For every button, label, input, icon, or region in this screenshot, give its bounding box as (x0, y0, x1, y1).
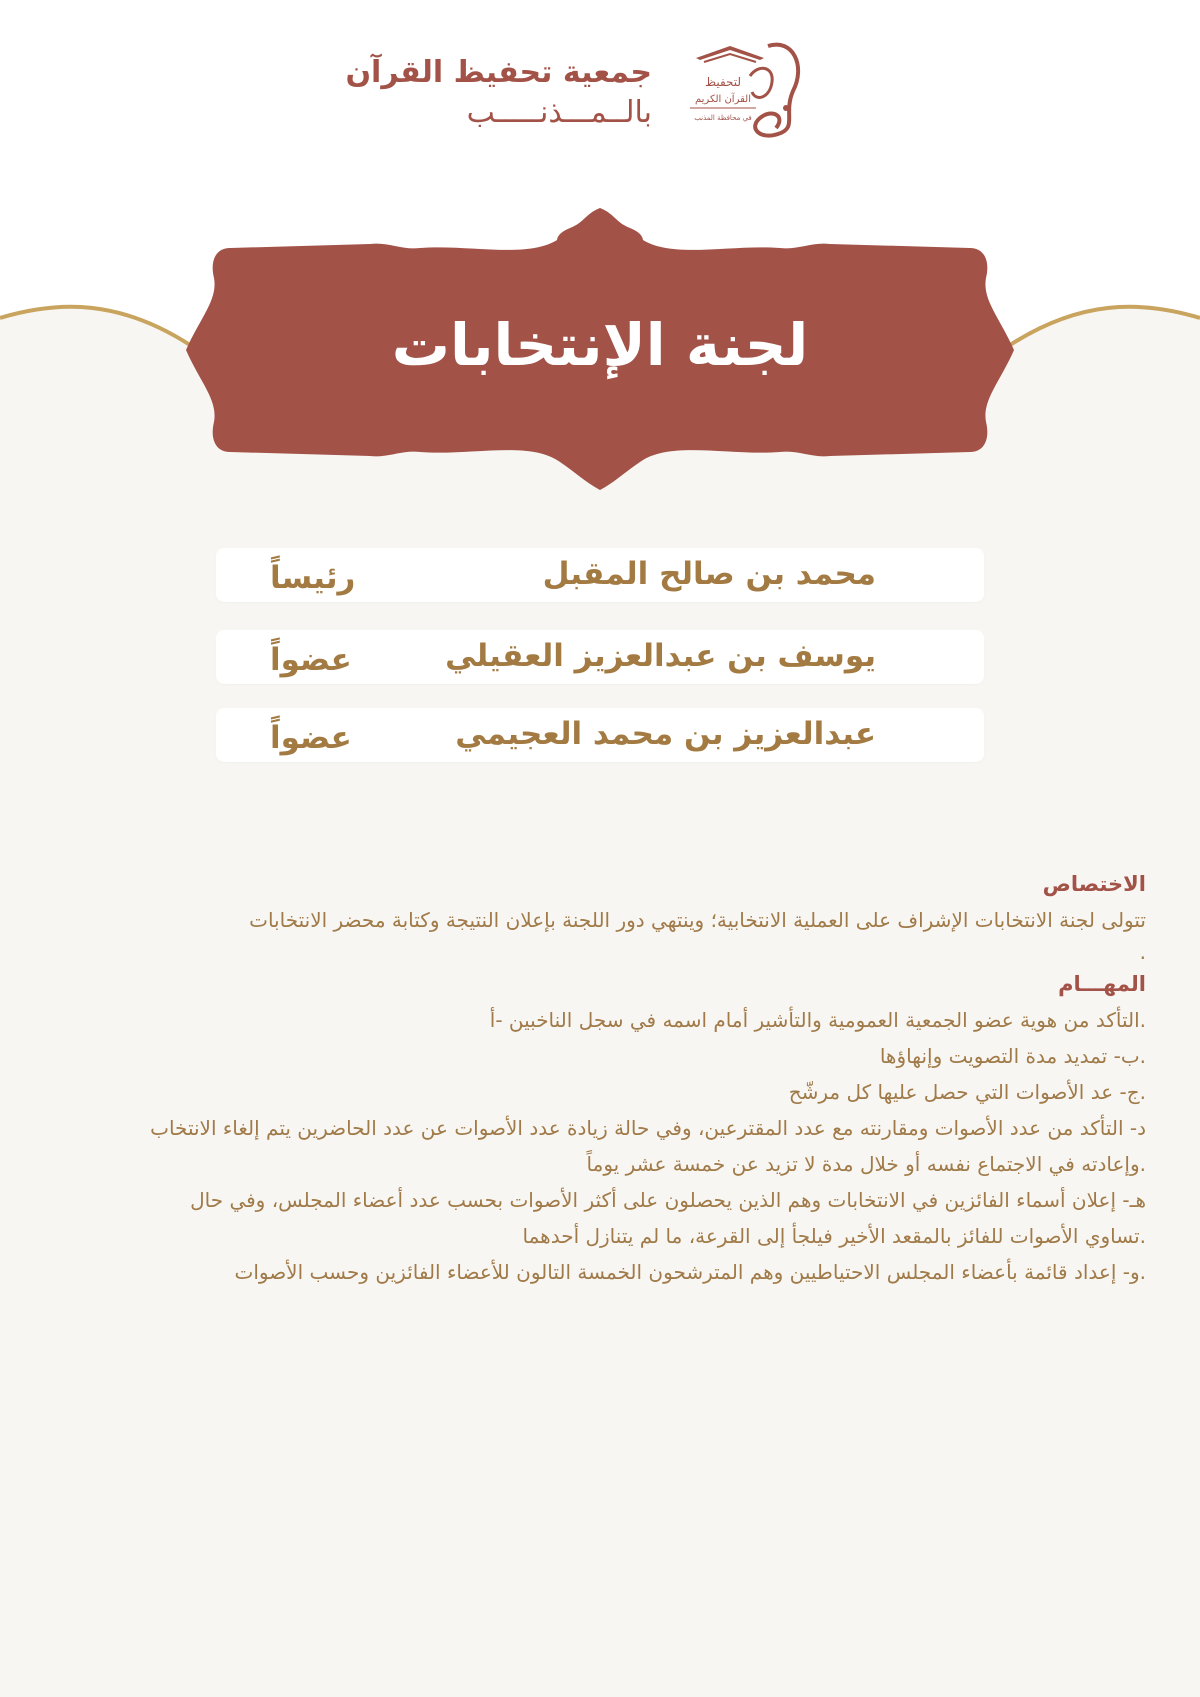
page-title: لجنة الإنتخابات (391, 311, 809, 379)
task-line: .التأكد من هوية عضو الجمعية العمومية والتأشير أمام اسمه في سجل الناخبين -أ (489, 1008, 1146, 1032)
committee-members-list (216, 548, 984, 790)
task-line: .ج- عد الأصوات التي حصل عليها كل مرشّح (788, 1080, 1146, 1104)
logo-line-2: القرآن الكريم (694, 94, 752, 105)
member-row (216, 630, 984, 684)
committee-description (50, 866, 1146, 1290)
task-line: هـ- إعلان أسماء الفائزين في الانتخابات وهم الذين يحصلون على أكثر الأصوات بحسب عدد أعضاء المجلس، وفي حال (190, 1188, 1146, 1212)
logo-line-3: في محافظة المذنب (694, 114, 752, 122)
organization-location: بالــمـــذنـــــب (466, 95, 652, 130)
member-role: عضواً (270, 720, 352, 756)
member-role: رئيساً (270, 560, 356, 596)
organization-name: جمعية تحفيظ القرآن (345, 55, 652, 90)
competence-text: تتولى لجنة الانتخابات الإشراف على العملية الانتخابية؛ وينتهي دور اللجنة بإعلان النتيجة وكتابة محضر الانتخابات (249, 908, 1146, 932)
association-logo-icon (668, 36, 808, 146)
logo-line-1: لتحفيظ (704, 75, 742, 89)
task-line: .و- إعداد قائمة بأعضاء المجلس الاحتياطيين وهم المترشحون الخمسة التالون للأعضاء الفائزين وحسب الأصوات (234, 1260, 1146, 1284)
task-line: د- التأكد من عدد الأصوات ومقارنته مع عدد المقترعين، وفي حالة زيادة عدد الأصوات عن عدد الحاضرين يتم إلغاء الانتخاب (150, 1116, 1146, 1140)
tasks-heading: المهـــام (1058, 972, 1146, 996)
page-header (0, 36, 1200, 146)
member-name: محمد بن صالح المقبل (542, 556, 876, 592)
task-line: .ب- تمديد مدة التصويت وإنهاؤها (879, 1044, 1146, 1068)
task-line: .وإعادته في الاجتماع نفسه أو خلال مدة لا تزيد عن خمسة عشر يوماً (586, 1152, 1146, 1176)
competence-heading: الاختصاص (1042, 872, 1146, 896)
task-line: .تساوي الأصوات للفائز بالمقعد الأخير فيلجأ إلى القرعة، ما لم يتنازل أحدهما (522, 1224, 1146, 1248)
competence-trailing-dot: . (1139, 940, 1146, 964)
member-row (216, 708, 984, 762)
member-name: يوسف بن عبدالعزيز العقيلي (445, 638, 876, 674)
member-name: عبدالعزيز بن محمد العجيمي (455, 716, 876, 752)
member-row (216, 548, 984, 602)
member-role: عضواً (270, 642, 352, 678)
